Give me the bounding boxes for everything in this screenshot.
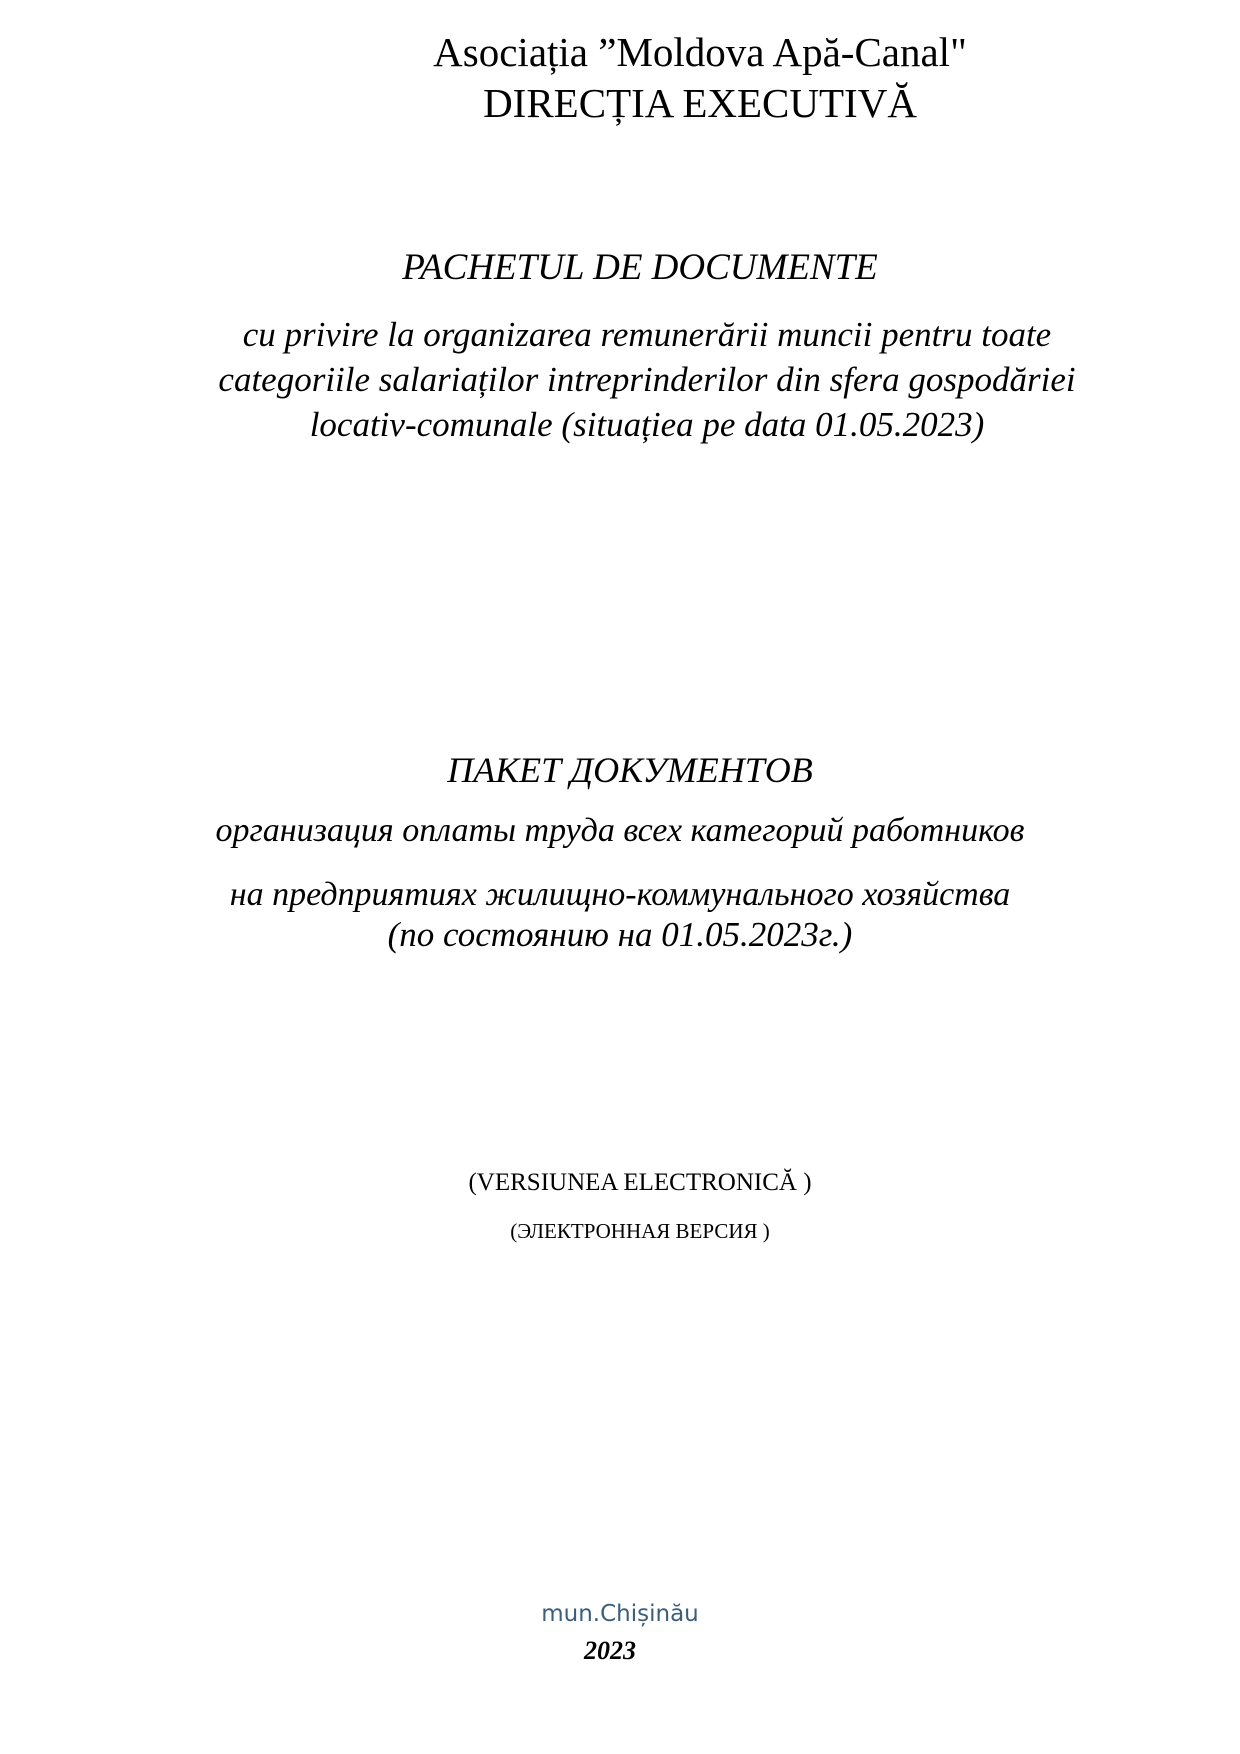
romanian-subtitle-line-1: cu privire la organizarea remunerării muncii pentru toate xyxy=(242,315,1052,354)
romanian-subtitle-line-3: locativ-comunale (situațiea pe data 01.05.2023) xyxy=(309,405,985,444)
romanian-subtitle-line-2: categoriile salariaților intreprinderilor din sfera gospodăriei xyxy=(218,360,1076,399)
russian-title: ПАКЕТ ДОКУМЕНТОВ xyxy=(447,750,813,790)
russian-subtitle-line-3: (по состоянию на 01.05.2023г.) xyxy=(387,915,853,954)
russian-subtitle-line-2: на предприятиях жилищно-коммунального хозяйства xyxy=(229,876,1011,913)
romanian-version-label: (VERSIUNEA ELECTRONICĂ ) xyxy=(468,1169,812,1196)
romanian-title: PACHETUL DE DOCUMENTE xyxy=(402,247,878,288)
organization-name: Asociația ”Moldova Apă-Canal" xyxy=(433,29,967,75)
department-name: DIRECȚIA EXECUTIVĂ xyxy=(483,80,917,126)
russian-version-label: (ЭЛЕКТРОННАЯ ВЕРСИЯ ) xyxy=(510,1219,770,1243)
russian-subtitle-line-1: организация оплаты труда всех категорий работников xyxy=(215,812,1025,849)
romanian-subtitle xyxy=(27,312,1240,447)
year-label: 2023 xyxy=(584,1636,636,1665)
city-label: mun.Chișinău xyxy=(541,1601,699,1627)
